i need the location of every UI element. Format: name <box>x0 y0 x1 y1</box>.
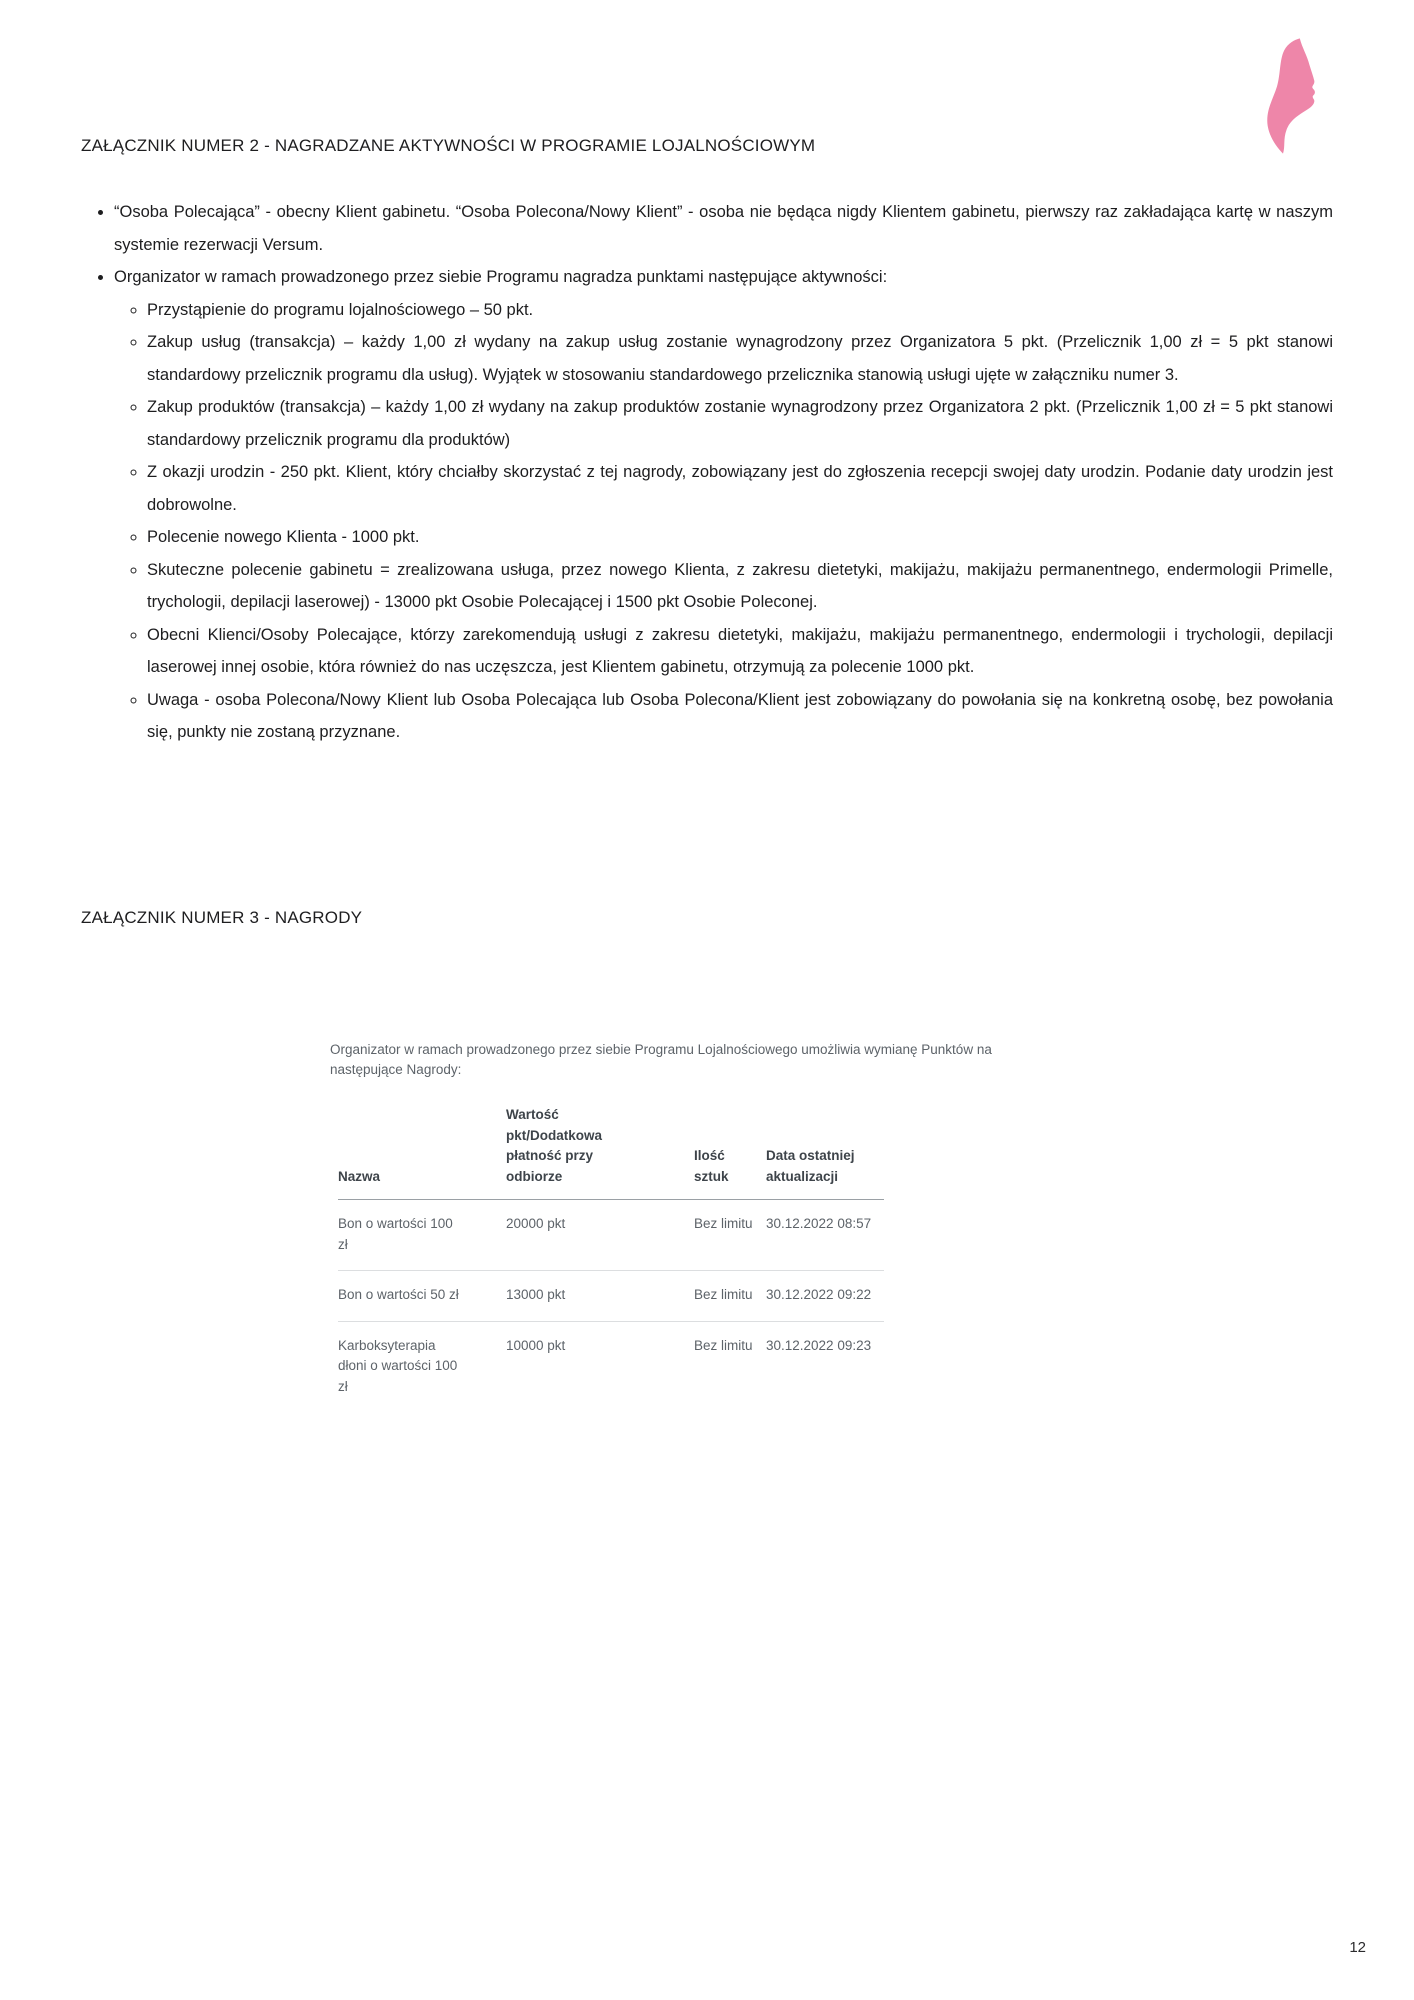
bullet-text: Organizator w ramach prowadzonego przez siebie Programu nagradza punktami następujące aktywności: <box>114 268 888 286</box>
sub-bullet-list <box>114 294 1333 749</box>
rewards-table-header-row <box>338 1105 884 1200</box>
table-cell: Bez limitu <box>694 1321 766 1412</box>
rewards-intro: Organizator w ramach prowadzonego przez siebie Programu Lojalnościowego umożliwia wymianę Punktów na następujące Nagrody: <box>330 1042 992 1077</box>
sub-bullet-item: ◦ Skuteczne polecenie gabinetu = zrealizowana usługa, przez nowego Klienta, z zakresu dietetyki, makijażu, makijażu permanentnego, endermologii Primelle, trychologii, depilacji laserowej) - 13000 pkt Osobie Polecającej i 1500 pkt Osobie Poleconej. <box>147 554 1333 619</box>
table-row <box>338 1321 884 1412</box>
annex2-section <box>81 136 1333 749</box>
sub-bullet-item: ◦ Przystąpienie do programu lojalnościowego – 50 pkt. <box>147 294 1333 327</box>
annex2-title: ZAŁĄCZNIK NUMER 2 - NAGRADZANE AKTYWNOŚCI W PROGRAMIE LOJALNOŚCIOWYM <box>81 136 816 155</box>
bullet-item <box>114 196 1333 261</box>
sub-bullet-item: ◦ Obecni Klienci/Osoby Polecające, którzy zarekomendują usługi z zakresu dietetyki, makijażu, makijażu permanentnego, endermologii i trychologii, depilacji laserowej innej osobie, która również do nas uczęszcza, jest Klientem gabinetu, otrzymują za polecenie 1000 pkt. <box>147 619 1333 684</box>
table-cell: 30.12.2022 09:23 <box>766 1321 884 1412</box>
sub-bullet-item: ◦ Polecenie nowego Klienta - 1000 pkt. <box>147 521 1333 554</box>
table-row <box>338 1200 884 1271</box>
annex2-list <box>81 196 1333 749</box>
column-header: Ilość sztuk <box>694 1105 766 1200</box>
rewards-table-body <box>338 1200 884 1413</box>
annex3-title: ZAŁĄCZNIK NUMER 3 - NAGRODY <box>81 908 363 927</box>
rewards-table <box>338 1105 884 1412</box>
sub-bullet-item: ◦ Uwaga - osoba Polecona/Nowy Klient lub Osoba Polecająca lub Osoba Polecona/Klient jest zobowiązany do powołania się na konkretną osobę, bez powołania się, punkty nie zostaną przyznane. <box>147 684 1333 749</box>
table-cell: 13000 pkt <box>506 1271 694 1322</box>
bullet-text: “Osoba Polecająca” - obecny Klient gabinetu. “Osoba Polecona/Nowy Klient” - osoba nie będąca nigdy Klientem gabinetu, pierwszy raz zakładająca kartę w naszym systemie rezerwacji Versum. <box>114 203 1333 254</box>
sub-bullet-item: ◦ Zakup usług (transakcja) – każdy 1,00 zł wydany na zakup usług zostanie wynagrodzony przez Organizatora 5 pkt. (Przelicznik 1,00 zł = 5 pkt stanowi standardowy przelicznik programu dla usług). Wyjątek w stosowaniu standardowego przelicznika stanowią usługi ujęte w załączniku numer 3. <box>147 326 1333 391</box>
bullet-item <box>114 261 1333 749</box>
rewards-widget <box>330 1040 1030 1412</box>
column-header: Nazwa <box>338 1105 506 1200</box>
table-cell: Bez limitu <box>694 1216 753 1231</box>
table-cell: Karboksyterapia dłoni o wartości 100 zł <box>338 1321 506 1412</box>
table-cell: 30.12.2022 08:57 <box>766 1216 872 1231</box>
table-cell: 30.12.2022 09:22 <box>766 1271 884 1322</box>
table-cell: Bez limitu <box>694 1271 766 1322</box>
table-cell: Bon o wartości 100 zł <box>338 1216 453 1252</box>
table-row <box>338 1271 884 1322</box>
column-header: Wartość pkt/Dodatkowa płatność przy odbiorze <box>506 1105 694 1200</box>
column-header: Data ostatniej aktualizacji <box>766 1105 884 1200</box>
sub-bullet-item: ◦ Z okazji urodzin - 250 pkt. Klient, który chciałby skorzystać z tej nagrody, zobowiązany jest do zgłoszenia recepcji swojej daty urodzin. Podanie daty urodzin jest dobrowolne. <box>147 456 1333 521</box>
sub-bullet-item: ◦ Zakup produktów (transakcja) – każdy 1,00 zł wydany na zakup produktów zostanie wynagrodzony przez Organizatora 2 pkt. (Przelicznik 1,00 zł = 5 pkt stanowi standardowy przelicznik programu dla produktów) <box>147 391 1333 456</box>
table-cell: Bon o wartości 50 zł <box>338 1271 506 1322</box>
table-cell: 10000 pkt <box>506 1321 694 1412</box>
page-number: 12 <box>1349 1939 1366 1956</box>
table-cell: 20000 pkt <box>506 1216 566 1231</box>
